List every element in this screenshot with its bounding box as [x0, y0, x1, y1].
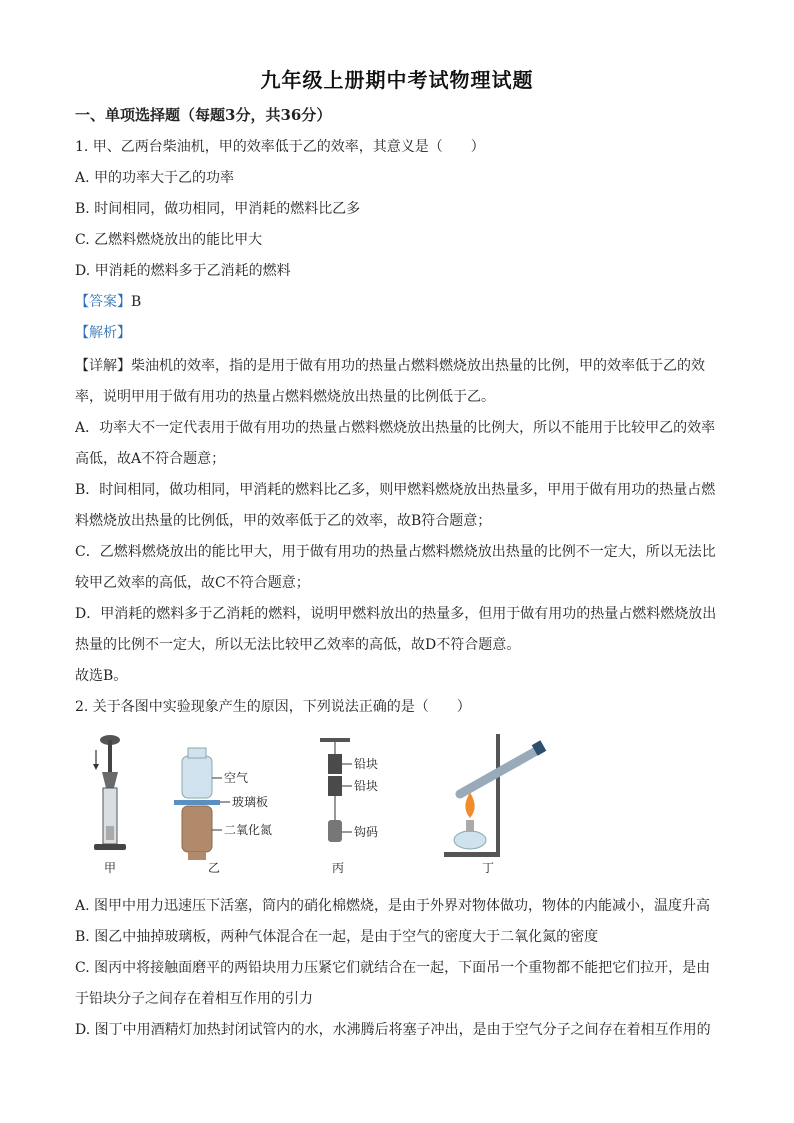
gas-diffusion-bottles-icon: [174, 748, 230, 860]
q2-option-c-cont: 于铅块分子之间存在着相互作用的引力: [75, 991, 313, 1007]
q1-option-a: A. 甲的功率大于乙的功率: [75, 170, 235, 186]
detail-line: A．功率大不一定代表用于做有用功的热量占燃料燃烧放出热量的比例大，所以不能用于比较甲乙的效率: [75, 420, 716, 436]
section-heading: 一、单项选择题（每题3分，共36分）: [75, 106, 332, 124]
label-lead-block-top: 铅块: [354, 757, 379, 771]
caption-yi: 乙: [208, 861, 221, 875]
label-nitrogen-dioxide: 二氧化氮: [224, 823, 273, 837]
answer-tag: 【答案】: [75, 294, 131, 310]
q2-option-a: A. 图甲中用力迅速压下活塞，筒内的硝化棉燃烧，是由于外界对物体做功，物体的内能减小，温度升高: [75, 898, 711, 914]
answer-value: B: [131, 294, 142, 310]
q1-option-c: C. 乙燃料燃烧放出的能比甲大: [75, 232, 263, 248]
q2-option-b: B. 图乙中抽掉玻璃板，两种气体混合在一起，是由于空气的密度大于二氧化氮的密度: [75, 929, 599, 945]
detail-line: 较甲乙效率的高低，故C不符合题意；: [75, 575, 310, 591]
q2-option-d: D. 图丁中用酒精灯加热封闭试管内的水，水沸腾后将塞子冲出，是由于空气分子之间存在着相互作用的: [75, 1022, 711, 1038]
detail-line: D．甲消耗的燃料多于乙消耗的燃料，说明甲燃料放出的热量多，但用于做有用功的热量占燃料燃烧放出: [75, 606, 717, 622]
detail-line: 料燃烧放出热量的比例低，甲的效率低于乙的效率，故B符合题意；: [75, 513, 492, 529]
detail-line: 故选B。: [75, 668, 128, 684]
answer-line: [75, 293, 725, 311]
caption-ding: 丁: [482, 861, 495, 875]
test-tube-lamp-icon: [444, 734, 546, 857]
detail-line: C．乙燃料燃烧放出的能比甲大，用于做有用功的热量占燃料燃烧放出热量的比例不一定大，所以无法比: [75, 544, 716, 560]
detail-line: 【详解】柴油机的效率，指的是用于做有用功的热量占燃料燃烧放出热量的比例，甲的效率低于乙的效: [75, 358, 705, 374]
label-lead-block-bottom: 铅块: [354, 779, 379, 793]
caption-bing: 丙: [332, 861, 345, 875]
label-glass-plate: 玻璃板: [232, 795, 269, 809]
caption-jia: 甲: [104, 861, 117, 875]
question-1-stem: 1. 甲、乙两台柴油机，甲的效率低于乙的效率，其意义是（ ）: [75, 139, 485, 155]
question-2-stem: 2. 关于各图中实验现象产生的原因，下列说法正确的是（ ）: [75, 699, 471, 715]
lead-blocks-icon: [320, 738, 352, 842]
detail-line: 热量的比例不一定大，所以无法比较甲乙效率的高低，故D不符合题意。: [75, 637, 521, 653]
piston-apparatus-icon: [93, 735, 126, 850]
analysis-tag: 【解析】: [75, 325, 131, 341]
detail-line: 高低，故A不符合题意；: [75, 451, 226, 467]
q1-option-d: D. 甲消耗的燃料多于乙消耗的燃料: [75, 263, 291, 279]
detail-tag: 【详解】: [75, 358, 131, 374]
label-hook-weight: 钩码: [354, 825, 379, 839]
q1-option-b: B. 时间相同，做功相同，甲消耗的燃料比乙多: [75, 201, 361, 217]
page-title: 九年级上册期中考试物理试题: [260, 68, 534, 92]
label-air: 空气: [224, 771, 249, 785]
detail-line: 率，说明甲用于做有用功的热量占燃料燃烧放出热量的比例低于乙。: [75, 389, 495, 405]
experiment-figure: [88, 728, 568, 878]
q2-option-c: C. 图丙中将接触面磨平的两铅块用力压紧它们就结合在一起，下面吊一个重物都不能把它们拉开，是由: [75, 960, 711, 976]
detail-line: B．时间相同，做功相同，甲消耗的燃料比乙多，则甲燃料燃烧放出热量多，甲用于做有用功的热量占燃: [75, 482, 716, 498]
